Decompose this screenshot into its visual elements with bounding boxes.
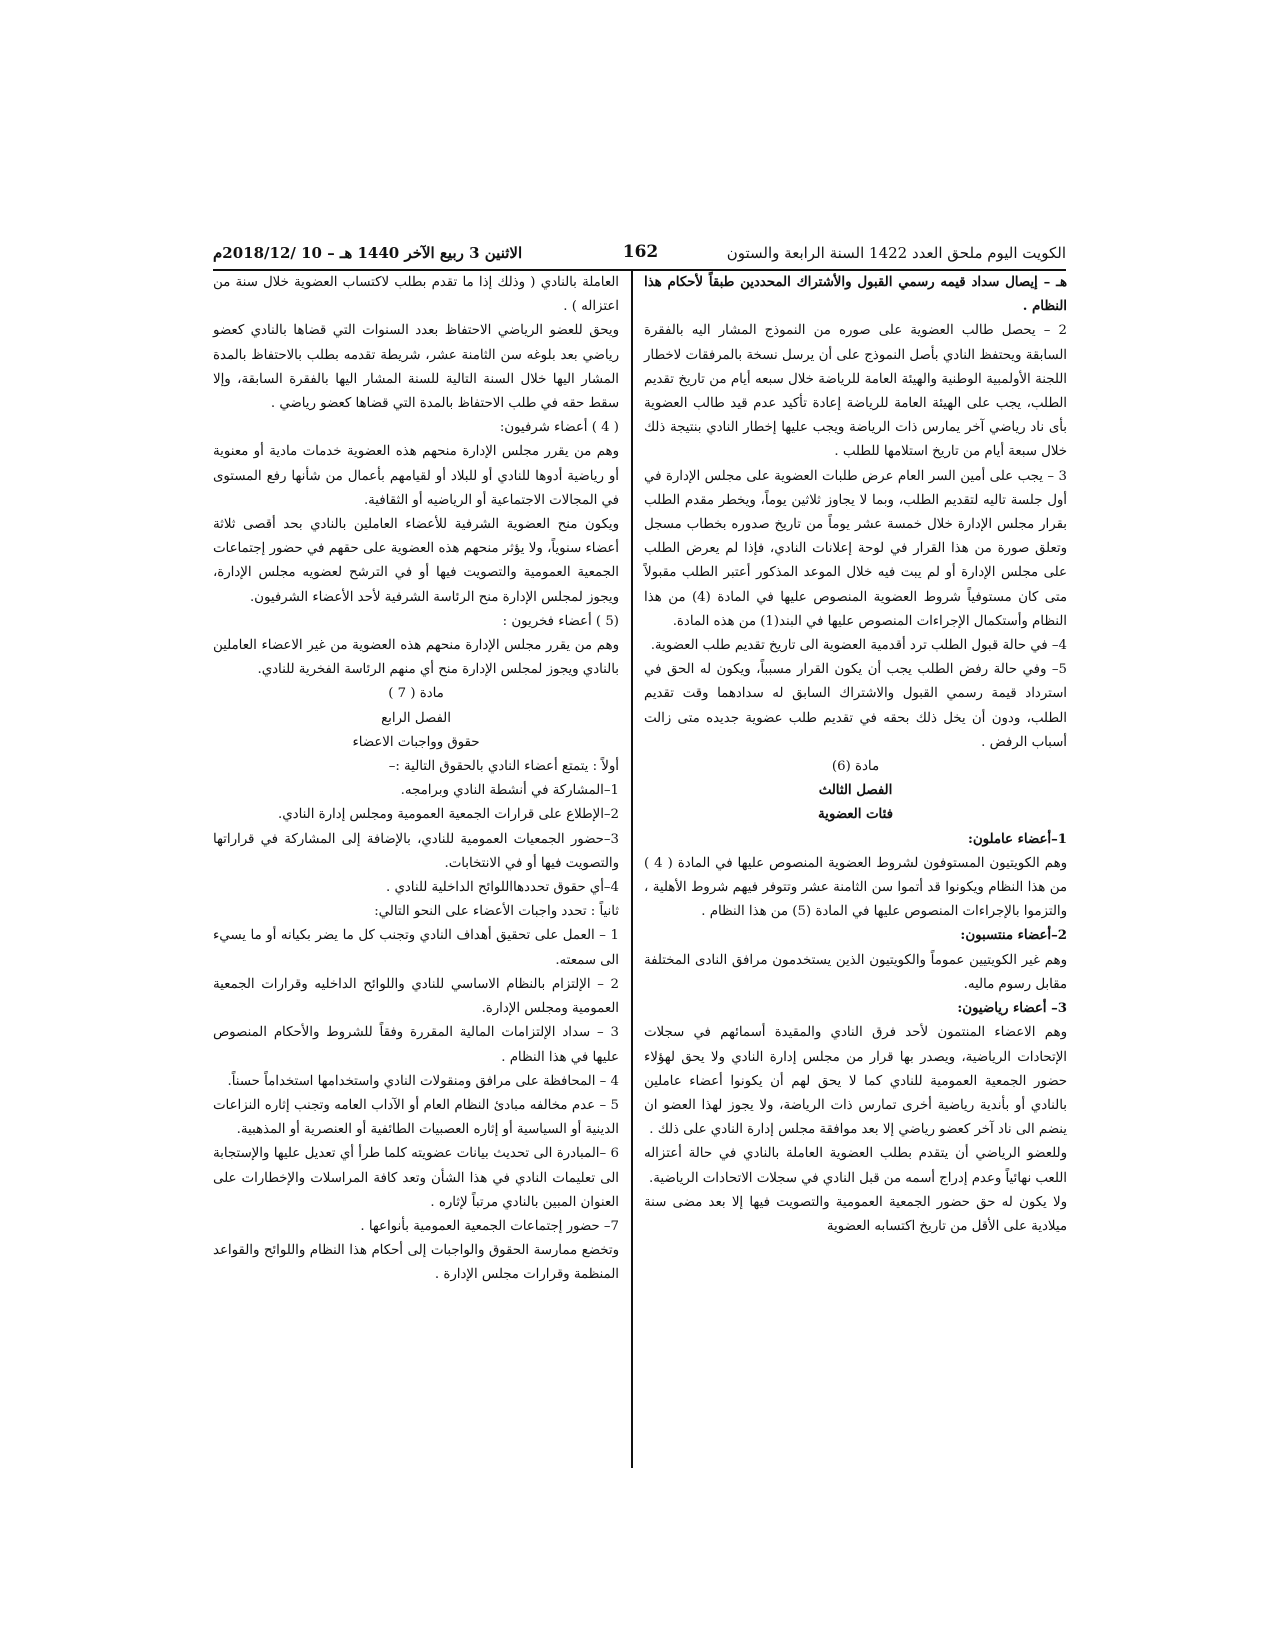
right-column [644, 271, 1067, 1239]
left-column [213, 271, 619, 1288]
left-column-paragraph: 2 – الإلتزام بالنظام الاساسي للنادي واللوائح الداخليه وقرارات الجمعية العمومية ومجلس الإدارة. [213, 976, 619, 1017]
left-column-paragraph: 4 – المحافظة على مرافق ومنقولات النادي واستخدامها استخداماً حسناً. [227, 1073, 619, 1089]
page-header [213, 242, 1066, 268]
left-column-paragraph: 3 – سداد الإلتزامات المالية المقررة وفقاً للشروط والأحكام المنصوص عليها في هذا النظام . [213, 1025, 619, 1065]
right-column-paragraph: الفصل الثالث [818, 783, 893, 799]
left-column-paragraph: الفصل الرابع [381, 710, 451, 726]
right-column-paragraph: 5– وفي حالة رفض الطلب يجب أن يكون القرار مسبباً، ويكون له الحق في استرداد قيمة رسمي القبول والاشتراك السابق له سدادهما وقت تقديم الطلب، ودون أن يخل ذلك بحقه في تقديم طلب عضوية جديده متى زالت أسباب الرفض . [644, 662, 1067, 750]
left-column-paragraph: ويحق للعضو الرياضي الاحتفاظ بعدد السنوات التي قضاها بالنادي كعضو رياضي بعد بلوغه سن الثامنة عشر، شريطة تقدمه بطلب بالاحتفاظ بالمدة المشار اليها خلال السنة التالية للسنة المشار اليها بالفقرة السابقة، وإلا سقط حقه في طلب الاحتفاظ بالمدة التي قضاها كعضو رياضي . [213, 323, 619, 412]
left-column-paragraph: مادة ( 7 ) [388, 686, 444, 702]
right-column-paragraph: وهم الكويتيون المستوفون لشروط العضوية المنصوص عليها في المادة ( 4 ) من هذا النظام ويكونوا قد أتموا سن الثامنة عشر وتتوفر فيهم شروط الأهلية ، والتزموا بالإجراءات المنصوص عليها في المادة (5) من هذا النظام . [644, 855, 1067, 920]
right-column-paragraph: وهم الاعضاء المنتمون لأحد فرق النادي والمقيدة أسمائهم في سجلات الإتحادات الرياضية، ويصدر بها قرار من مجلس إدارة النادي ولا يحق لهؤلاء حضور الجمعية العمومية للنادي كما لا يحق لهم أن يكونوا أعضاء عاملين بالنادي أو بأندية رياضية أخرى تمارس ذات الرياضة، ولا يجوز لهذا العضو ان ينضم الى ناد آخر كعضو رياضي إلا بعد موافقة مجلس إدارة النادي على ذلك . [644, 1025, 1067, 1138]
left-column-paragraph: ويكون منح العضوية الشرفية للأعضاء العاملين بالنادي بحد أقصى ثلاثة أعضاء سنوياً، ولا يؤثر منحهم هذه العضوية على حقهم في حضور إجتماعات الجمعية العمومية والتصويت فيها أو في الترشح لعضويه مجلس الإدارة، ويجوز لمجلس الإدارة منح الرئاسة الشرفية لأحد الأعضاء الشرفيون. [213, 517, 619, 605]
right-column-paragraph: هـ – إيصال سداد قيمه رسمي القبول والأشتراك المحددين طبقاً لأحكام هذا النظام . [644, 275, 1067, 315]
left-column-paragraph: وتخضع ممارسة الحقوق والواجبات إلى أحكام هذا النظام واللوائح والقواعد المنظمة وقرارات مجلس الإدارة . [213, 1243, 619, 1283]
left-column-paragraph: العاملة بالنادي ( وذلك إذا ما تقدم بطلب لاكتساب العضوية خلال سنة من اعتزاله ) . [213, 275, 619, 315]
left-column-paragraph: أولاً : يتمتع أعضاء النادي بالحقوق التالية :– [388, 759, 619, 775]
right-column-paragraph: وللعضو الرياضي أن يتقدم بطلب العضوية العاملة بالنادي في حالة أعتزاله اللعب نهائياً وعدم إدراج أسمه من قبل النادي في سجلات الاتحادات الرياضية. [644, 1146, 1067, 1186]
left-column-paragraph: 1–المشاركة في أنشطة النادي وبرامجه. [400, 783, 619, 799]
left-column-paragraph: ثانياً : تحدد واجبات الأعضاء على النحو التالي: [374, 904, 619, 920]
left-column-paragraph: 1 – العمل على تحقيق أهداف النادي وتجنب كل ما يضر بكيانه أو ما يسيء الى سمعته. [213, 928, 619, 968]
right-column-paragraph: وهم غير الكويتيين عموماً والكويتيون الذين يستخدمون مرافق النادى المختلفة مقابل رسوم ماليه. [644, 952, 1067, 992]
right-column-paragraph: 3– أعضاء رياضيون: [957, 1001, 1067, 1017]
column-divider [631, 270, 633, 1468]
left-column-paragraph: ( 4 ) أعضاء شرفيون: [499, 420, 619, 436]
right-column-paragraph: 2–أعضاء منتسبون: [960, 928, 1067, 944]
left-column-paragraph: 5 – عدم مخالفه مبادئ النظام العام أو الآداب العامه وتجنب إثاره النزاعات الدينية أو السياسية أو إثاره العصبيات الطائفية أو العنصرية أو المذهبية. [213, 1097, 619, 1138]
right-column-paragraph: 1–أعضاء عاملون: [967, 831, 1067, 847]
left-column-paragraph: 6 –المبادرة الى تحديث بيانات عضويته كلما طرأ أي تعديل عليها والإستجابة الى تعليمات النادي في هذا الشأن وتعد كافة المراسلات والإخطارات على العنوان المبين بالنادي مرتباً لإثاره . [213, 1146, 619, 1210]
right-column-paragraph: مادة (6) [831, 759, 880, 775]
left-column-paragraph: 7– حضور إجتماعات الجمعية العمومية بأنواعها . [360, 1218, 619, 1234]
left-column-paragraph: 4–أي حقوق تحددهااللوائح الداخلية للنادي . [386, 880, 619, 896]
right-column-paragraph: 4– في حالة قبول الطلب ترد أقدمية العضوية الى تاريخ تقديم طلب العضوية. [650, 638, 1067, 654]
header-date: الاثنين 3 ربيع الآخر 1440 هـ – 10 /2018/12م [213, 244, 523, 262]
right-column-paragraph: فئات العضوية [818, 807, 893, 823]
left-column-paragraph: وهم من يقرر مجلس الإدارة منحهم هذه العضوية خدمات مادية أو معنوية أو رياضية أدوها للنادي أو للبلاد أو لقيامهم بأعمال من شأنها رفع المستوى في المجالات الاجتماعية أو الرياضيه أو الثقافية. [213, 444, 619, 508]
page-number: 162 [622, 242, 659, 262]
left-column-paragraph: 3–حضور الجمعيات العمومية للنادي، بالإضافة إلى المشاركة في قراراتها والتصويت فيها أو في الانتخابات. [213, 831, 619, 871]
right-column-paragraph: 3 – يجب على أمين السر العام عرض طلبات العضوية على مجلس الإدارة في أول جلسة تاليه لتقديم الطلب، وبما لا يجاوز ثلاثين يوماً، ويخطر مقدم الطلب بقرار مجلس الإدارة خلال خمسة عشر يوماً من تاريخ صدوره بخطاب مسجل وتعلق صورة من هذا القرار في لوحة إعلانات النادي، فإذا لم يعرض الطلب على مجلس الإدارة أو لم يبت فيه خلال الموعد المذكور أعتبر الطلب مقبولاً متى كان مستوفياً شروط العضوية المنصوص عليها في المادة (4) من هذا النظام وأستكمال الإجراءات المنصوص عليها في البند(1) من هذه المادة. [644, 468, 1068, 629]
right-column-paragraph: 2 – يحصل طالب العضوية على صوره من النموذج المشار اليه بالفقرة السابقة ويحتفظ النادي بأصل النموذج على أن يرسل نسخة بالمرفقات لاخطار اللجنة الأولمبية الوطنية والهيئة العامة للرياضة خلال سبعه أيام من تاريخ تقديم الطلب، يجب على الهيئة العامة للرياضة إعادة تأكيد عدم قيد طالب العضوية بأى ناد رياضي آخر يمارس ذات الرياضة ويجب عليها إخطار النادي بنتيجة ذلك خلال سبعة أيام من تاريخ استلامها للطلب . [644, 323, 1067, 460]
header-publication: الكويت اليوم ملحق العدد 1422 السنة الرابعة والستون [726, 244, 1066, 262]
left-column-paragraph: حقوق وواجبات الاعضاء [352, 734, 480, 750]
right-column-paragraph: ولا يكون له حق حضور الجمعية العمومية والتصويت فيها إلا بعد مضى سنة ميلادية على الأقل من تاريخ اكتسابه العضوية [644, 1194, 1067, 1234]
left-column-paragraph: 2–الإطلاع على قرارات الجمعية العمومية ومجلس إدارة النادي. [278, 807, 619, 823]
left-column-paragraph: وهم من يقرر مجلس الإدارة منحهم هذه العضوية من غير الاعضاء العاملين بالنادي ويجوز لمجلس الإدارة منح أي منهم الرئاسة الفخرية للنادي. [213, 638, 619, 678]
left-column-paragraph: (5 ) أعضاء فخريون : [502, 613, 619, 629]
